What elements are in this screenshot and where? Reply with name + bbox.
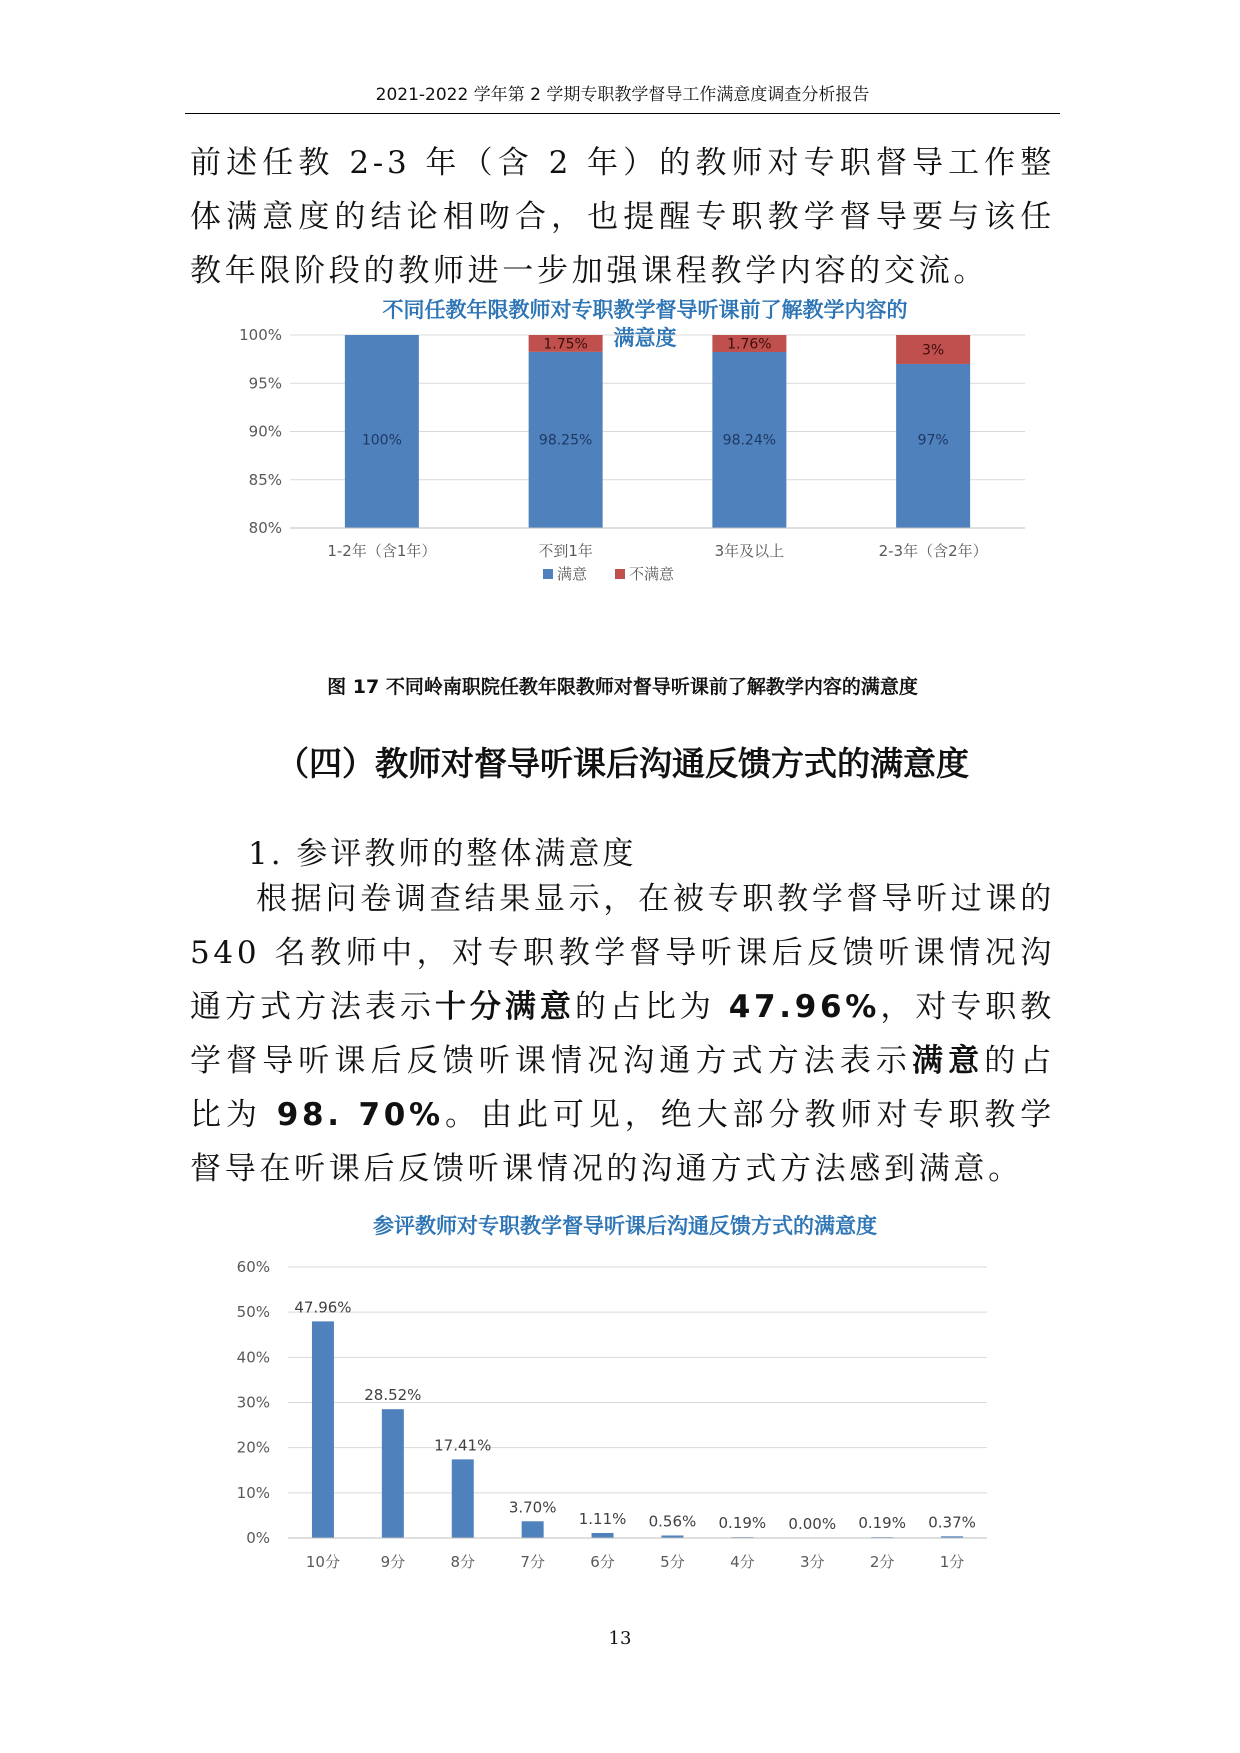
y-tick-label: 80% bbox=[248, 519, 282, 537]
x-tick-label: 4分 bbox=[730, 1553, 755, 1571]
data-label: 28.52% bbox=[364, 1386, 422, 1405]
y-tick-label: 85% bbox=[248, 470, 282, 489]
x-tick-label: 3年及以上 bbox=[714, 542, 785, 560]
x-tick-label: 1分 bbox=[939, 1553, 965, 1571]
data-label: 98.24% bbox=[722, 432, 777, 449]
y-tick-label: 50% bbox=[236, 1303, 270, 1322]
score-bar bbox=[382, 1409, 404, 1538]
paragraph-text: 的占比为 bbox=[190, 1043, 1056, 1133]
page-header: 2021-2022 学年第 2 学期专职教学督导工作满意度调查分析报告 bbox=[375, 85, 870, 105]
page-number: 13 bbox=[608, 1628, 632, 1649]
paragraph-bold-value: 98. 70% bbox=[276, 1097, 444, 1133]
paragraph-text: ，对专职教学督导听课后反馈听课情况沟通方式方法表示 bbox=[190, 989, 1055, 1079]
data-label: 1.11% bbox=[578, 1509, 627, 1528]
paragraph-text: 根据问卷调查结果显示，在被专职教学督导听过课的 540 名教师中，对专职教学督导听课后反馈听课情况沟通方式方法表示 bbox=[190, 881, 1055, 1025]
x-tick-label: 7分 bbox=[520, 1553, 545, 1571]
paragraph-bold-text: 满意 bbox=[912, 1043, 985, 1079]
x-tick-label: 2-3年（含2年） bbox=[878, 542, 988, 560]
paragraph-bold-value: 47.96% bbox=[728, 989, 881, 1025]
figure18-chart bbox=[0, 1195, 1240, 1575]
x-tick-label: 10分 bbox=[305, 1553, 340, 1571]
header-divider bbox=[185, 113, 1060, 114]
data-label: 47.96% bbox=[294, 1298, 352, 1317]
data-label: 17.41% bbox=[434, 1436, 492, 1455]
data-label: 3.70% bbox=[508, 1498, 557, 1517]
intro-paragraph: 前述任教 2-3 年（含 2 年）的教师对专职督导工作整体满意度的结论相吻合，也提醒专职教学督导要与该任教年限阶段的教师进一步加强课程教学内容的交流。 bbox=[190, 145, 1055, 289]
score-bar bbox=[522, 1521, 544, 1538]
paragraph-bold-text: 十分满意 bbox=[434, 989, 575, 1025]
data-label: 97% bbox=[917, 432, 949, 449]
figure17-title-line2: 满意度 bbox=[613, 326, 677, 350]
data-label: 1.76% bbox=[727, 336, 772, 353]
legend-swatch bbox=[615, 569, 625, 579]
figure18-title: 参评教师对专职教学督导听课后沟通反馈方式的满意度 bbox=[373, 1214, 877, 1238]
figure17-chart bbox=[0, 290, 1240, 600]
y-tick-label: 95% bbox=[248, 374, 282, 393]
data-label: 0.37% bbox=[928, 1513, 976, 1532]
y-tick-label: 100% bbox=[239, 326, 282, 344]
subheading: 1. 参评教师的整体满意度 bbox=[248, 836, 637, 872]
y-tick-label: 60% bbox=[236, 1258, 270, 1276]
x-tick-label: 5分 bbox=[660, 1553, 685, 1571]
section-paragraph bbox=[190, 872, 1055, 1196]
x-tick-label: 6分 bbox=[590, 1553, 615, 1571]
x-tick-label: 2分 bbox=[869, 1553, 895, 1571]
legend-swatch bbox=[543, 569, 553, 579]
y-tick-label: 20% bbox=[236, 1438, 270, 1457]
x-tick-label: 3分 bbox=[799, 1553, 825, 1571]
x-tick-label: 不到1年 bbox=[538, 542, 593, 560]
x-tick-label: 1-2年（含1年） bbox=[327, 542, 437, 560]
y-tick-label: 10% bbox=[236, 1483, 270, 1502]
legend-label: 不满意 bbox=[629, 565, 675, 583]
data-label: 0.56% bbox=[648, 1512, 697, 1531]
score-bar bbox=[452, 1459, 474, 1538]
paragraph-text: 。由此可见，绝大部分教师对专职教学督导在听课后反馈听课情况的沟通方式方法感到满意。 bbox=[190, 1097, 1055, 1187]
data-label: 0.19% bbox=[718, 1514, 767, 1533]
data-label: 3% bbox=[922, 342, 945, 359]
data-label: 98.25% bbox=[538, 432, 593, 449]
figure17-caption: 图 17 不同岭南职院任教年限教师对督导听课前了解教学内容的满意度 bbox=[327, 676, 918, 698]
paragraph-text: 的占比为 bbox=[574, 989, 729, 1025]
figure17-title-line1: 不同任教年限教师对专职教学督导听课前了解教学内容的 bbox=[382, 298, 908, 322]
y-tick-label: 30% bbox=[236, 1393, 270, 1412]
x-tick-label: 9分 bbox=[380, 1553, 406, 1571]
legend-label: 满意 bbox=[557, 565, 588, 583]
y-tick-label: 0% bbox=[246, 1529, 270, 1547]
x-tick-label: 8分 bbox=[450, 1553, 476, 1571]
data-label: 100% bbox=[361, 432, 402, 449]
y-tick-label: 90% bbox=[248, 422, 282, 441]
data-label: 0.00% bbox=[788, 1515, 837, 1533]
score-bar bbox=[312, 1321, 334, 1538]
data-label: 1.75% bbox=[543, 336, 588, 353]
section-heading: （四）教师对督导听课后沟通反馈方式的满意度 bbox=[276, 744, 969, 783]
data-label: 0.19% bbox=[858, 1514, 906, 1533]
score-bar bbox=[592, 1533, 614, 1538]
y-tick-label: 40% bbox=[236, 1348, 270, 1367]
